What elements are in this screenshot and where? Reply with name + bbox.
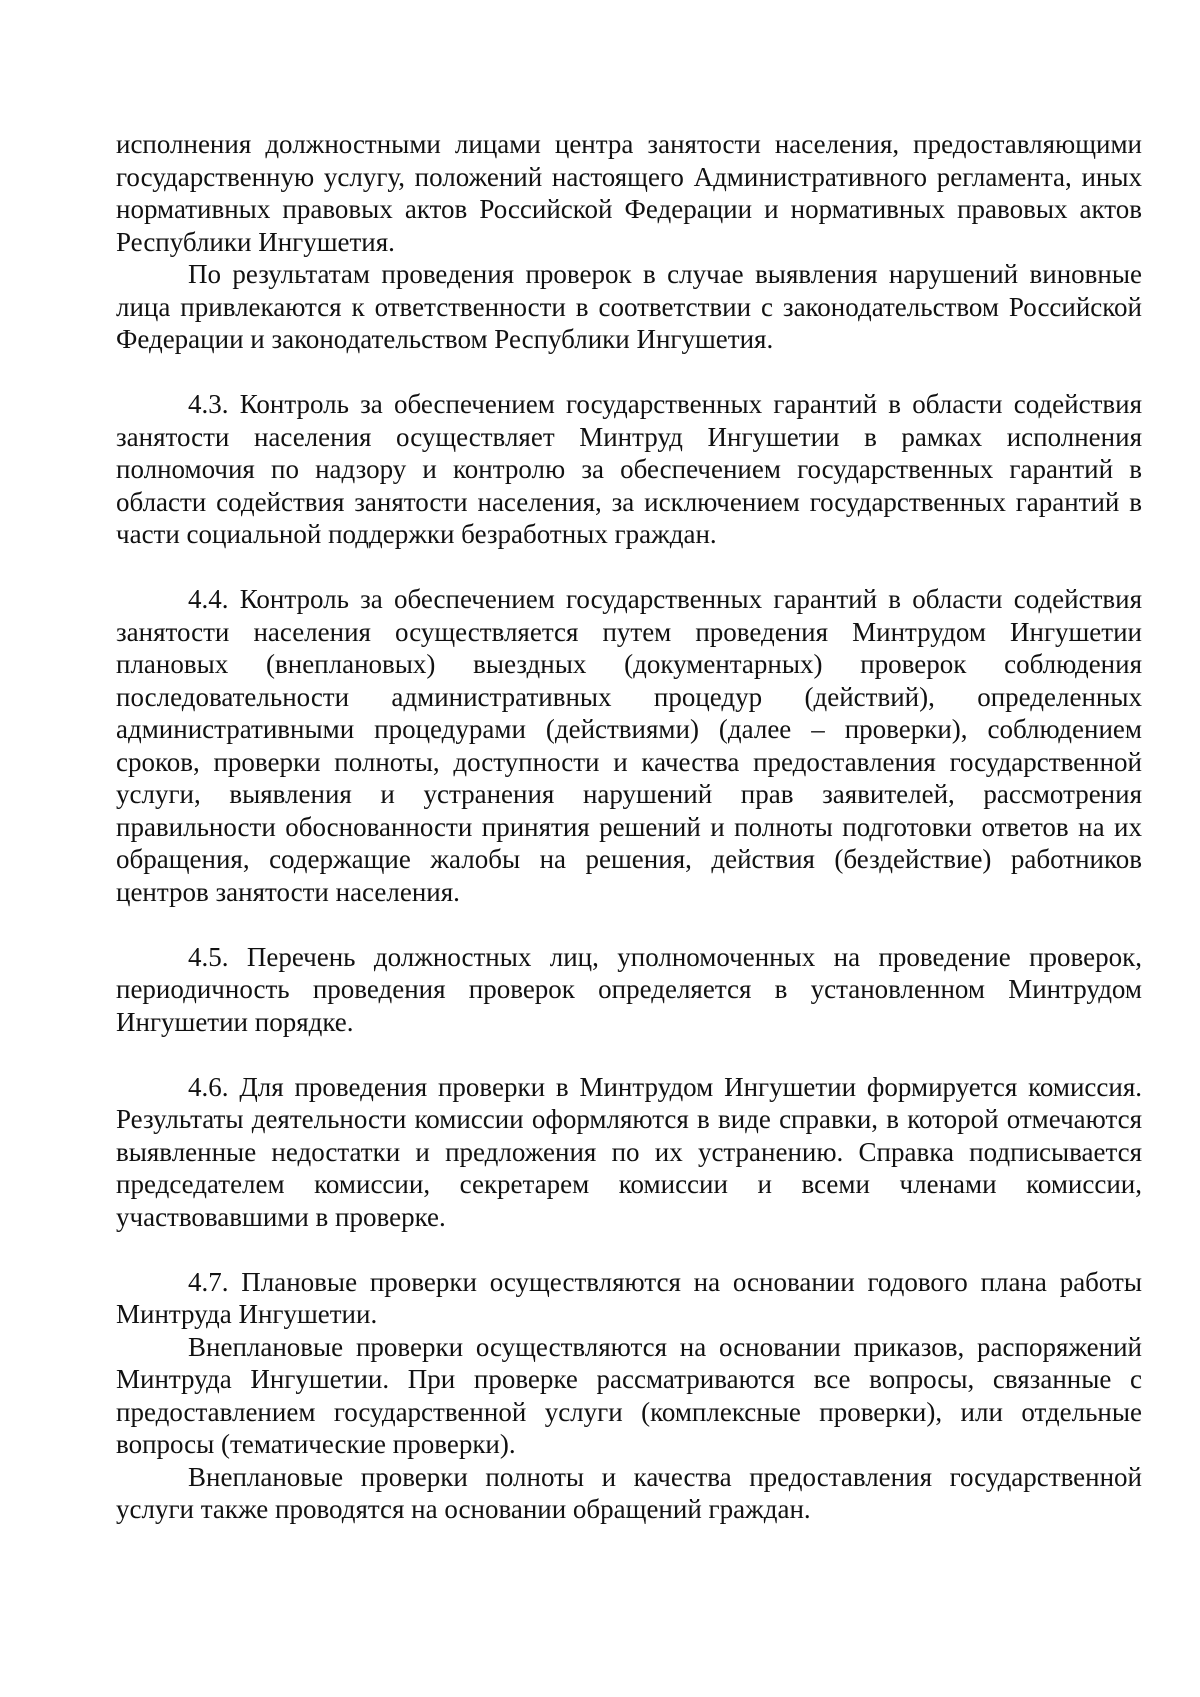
paragraph-unscheduled-orders: Внеплановые проверки осуществляются на основании приказов, распоряжений Минтруда Ингушетии. При проверке рассматриваются все вопросы, связанные с предоставлением государственной услуги (комплексные проверки), или отдельные вопросы (тематические проверки). [116,1331,1142,1459]
document-body [116,128,1142,1526]
paragraph-violations: По результатам проведения проверок в случае выявления нарушений виновные лица привлекаются к ответственности в соответствии с законодательством Российской Федерации и законодательством Республики Ингушетия. [116,259,1142,354]
paragraph-section-4-7: 4.7. Плановые проверки осуществляются на основании годового плана работы Минтруда Ингушетии. [116,1266,1142,1329]
paragraph-unscheduled-appeals: Внеплановые проверки полноты и качества предоставления государственной услуги также проводятся на основании обращений граждан. [116,1461,1142,1524]
paragraph-section-4-5: 4.5. Перечень должностных лиц, уполномоченных на проведение проверок, периодичность проведения проверок определяется в установленном Минтрудом Ингушетии порядке. [116,941,1142,1037]
paragraph-section-4-6: 4.6. Для проведения проверки в Минтрудом Ингушетии формируется комиссия. Результаты деятельности комиссии оформляются в виде справки, в которой отмечаются выявленные недостатки и предложения по их устранению. Справка подписывается председателем комиссии, секретарем комиссии и всеми членами комиссии, участвовавшими в проверке. [116,1071,1142,1232]
paragraph-section-4-4: 4.4. Контроль за обеспечением государственных гарантий в области содействия занятости населения осуществляется путем проведения Минтрудом Ингушетии плановых (внеплановых) выездных (документарных) проверок соблюдения последовательности административных процедур (действий), определенных административными процедурами (действиями) (далее – проверки), соблюдением сроков, проверки полноты, доступности и качества предоставления государственной услуги, выявления и устранения нарушений прав заявителей, рассмотрения правильности обоснованности принятия решений и полноты подготовки ответов на их обращения, содержащие жалобы на решения, действия (бездействие) работников центров занятости населения. [116,584,1142,907]
paragraph-section-4-3: 4.3. Контроль за обеспечением государственных гарантий в области содействия занятости населения осуществляет Минтруд Ингушетии в рамках исполнения полномочия по надзору и контролю за обеспечением государственных гарантий в области содействия занятости населения, за исключением государственных гарантий в части социальной поддержки безработных граждан. [116,389,1142,549]
paragraph-continuation: исполнения должностными лицами центра занятости населения, предоставляющими государственную услугу, положений настоящего Административного регламента, иных нормативных правовых актов Российской Федерации и нормативных правовых актов Республики Ингушетия. [116,129,1142,257]
